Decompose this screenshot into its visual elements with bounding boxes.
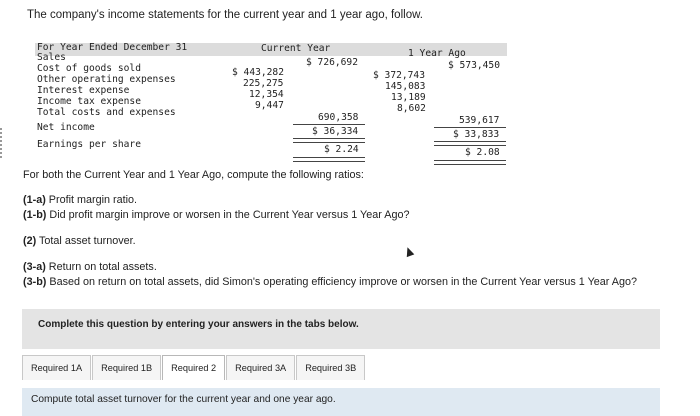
prior-rule [434, 127, 506, 128]
mouse-cursor-icon [404, 246, 415, 257]
instructions-panel-text: Complete this question by entering your answers in the tabs below. [38, 319, 359, 330]
income-statement [31, 40, 509, 168]
tax-label: Income tax expense [37, 96, 141, 107]
question-1b-text: Did profit margin improve or worsen in the Current Year versus 1 Year Ago? [46, 209, 410, 221]
sales-label: Sales [37, 52, 66, 63]
sales-prior: $ 573,450 [448, 60, 500, 71]
question-2-text: Total asset turnover. [36, 235, 136, 247]
current-rule [293, 124, 365, 125]
question-3b-tag: (3-b) [23, 276, 47, 288]
eps-prior: $ 2.08 [465, 147, 500, 158]
tab-instruction-text: Compute total asset turnover for the current year and one year ago. [31, 394, 336, 405]
interest-current: 12,354 [249, 89, 284, 100]
cogs-current: $ 443,282 [232, 67, 284, 78]
eps-label: Earnings per share [37, 139, 141, 150]
opex-label: Other operating expenses [37, 74, 176, 85]
total-costs-current: 690,358 [318, 112, 359, 123]
current-double-rule [293, 138, 365, 143]
sales-current: $ 726,692 [306, 57, 358, 68]
tax-prior: 8,602 [397, 103, 426, 114]
interest-prior: 13,189 [391, 92, 426, 103]
tab-required-3b[interactable]: Required 3B [296, 355, 365, 380]
question-3a-text: Return on total assets. [45, 261, 157, 273]
intro-text: The company's income statements for the current year and 1 year ago, follow. [27, 9, 423, 21]
question-1a-tag: (1-a) [23, 194, 46, 206]
tab-bar [22, 355, 366, 379]
eps-prior-double-rule [434, 160, 506, 165]
interest-label: Interest expense [37, 85, 130, 96]
prior-double-rule [434, 141, 506, 146]
question-3b [23, 276, 637, 288]
question-3a-tag: (3-a) [23, 261, 46, 273]
net-income-prior: $ 33,833 [453, 129, 500, 140]
cogs-prior: $ 372,743 [373, 70, 425, 81]
question-1b-tag: (1-b) [23, 209, 47, 221]
eps-current-double-rule [293, 157, 365, 162]
tab-instruction-bar [22, 388, 660, 416]
tab-required-1b[interactable]: Required 1B [92, 355, 161, 380]
net-income-current: $ 36,334 [312, 126, 359, 137]
tab-required-1a[interactable]: Required 1A [22, 355, 91, 380]
questions-lead: For both the Current Year and 1 Year Ago, compute the following ratios: [23, 169, 364, 181]
question-1a-text: Profit margin ratio. [45, 194, 138, 206]
net-income-label: Net income [37, 122, 95, 133]
question-1b [23, 209, 409, 221]
question-2 [23, 235, 136, 247]
tab-required-2[interactable]: Required 2 [162, 355, 225, 380]
col-prior-header: 1 Year Ago [408, 48, 466, 59]
instructions-panel [22, 309, 660, 349]
question-3a [23, 261, 157, 273]
tab-required-3a[interactable]: Required 3A [226, 355, 295, 380]
col-current-header: Current Year [261, 43, 331, 54]
left-edge-marker [0, 128, 8, 158]
total-costs-label: Total costs and expenses [37, 107, 176, 118]
opex-prior: 145,083 [385, 81, 426, 92]
question-3b-text: Based on return on total assets, did Simon's operating efficiency improve or worsen in the Current Year versus 1 Year Ago? [46, 276, 638, 288]
opex-current: 225,275 [243, 78, 284, 89]
cogs-label: Cost of goods sold [37, 63, 141, 74]
eps-current: $ 2.24 [324, 144, 359, 155]
total-costs-prior: 539,617 [459, 115, 500, 126]
question-1a [23, 194, 137, 206]
question-2-tag: (2) [23, 235, 37, 247]
period-label: For Year Ended December 31 [37, 42, 188, 53]
tax-current: 9,447 [255, 100, 284, 111]
